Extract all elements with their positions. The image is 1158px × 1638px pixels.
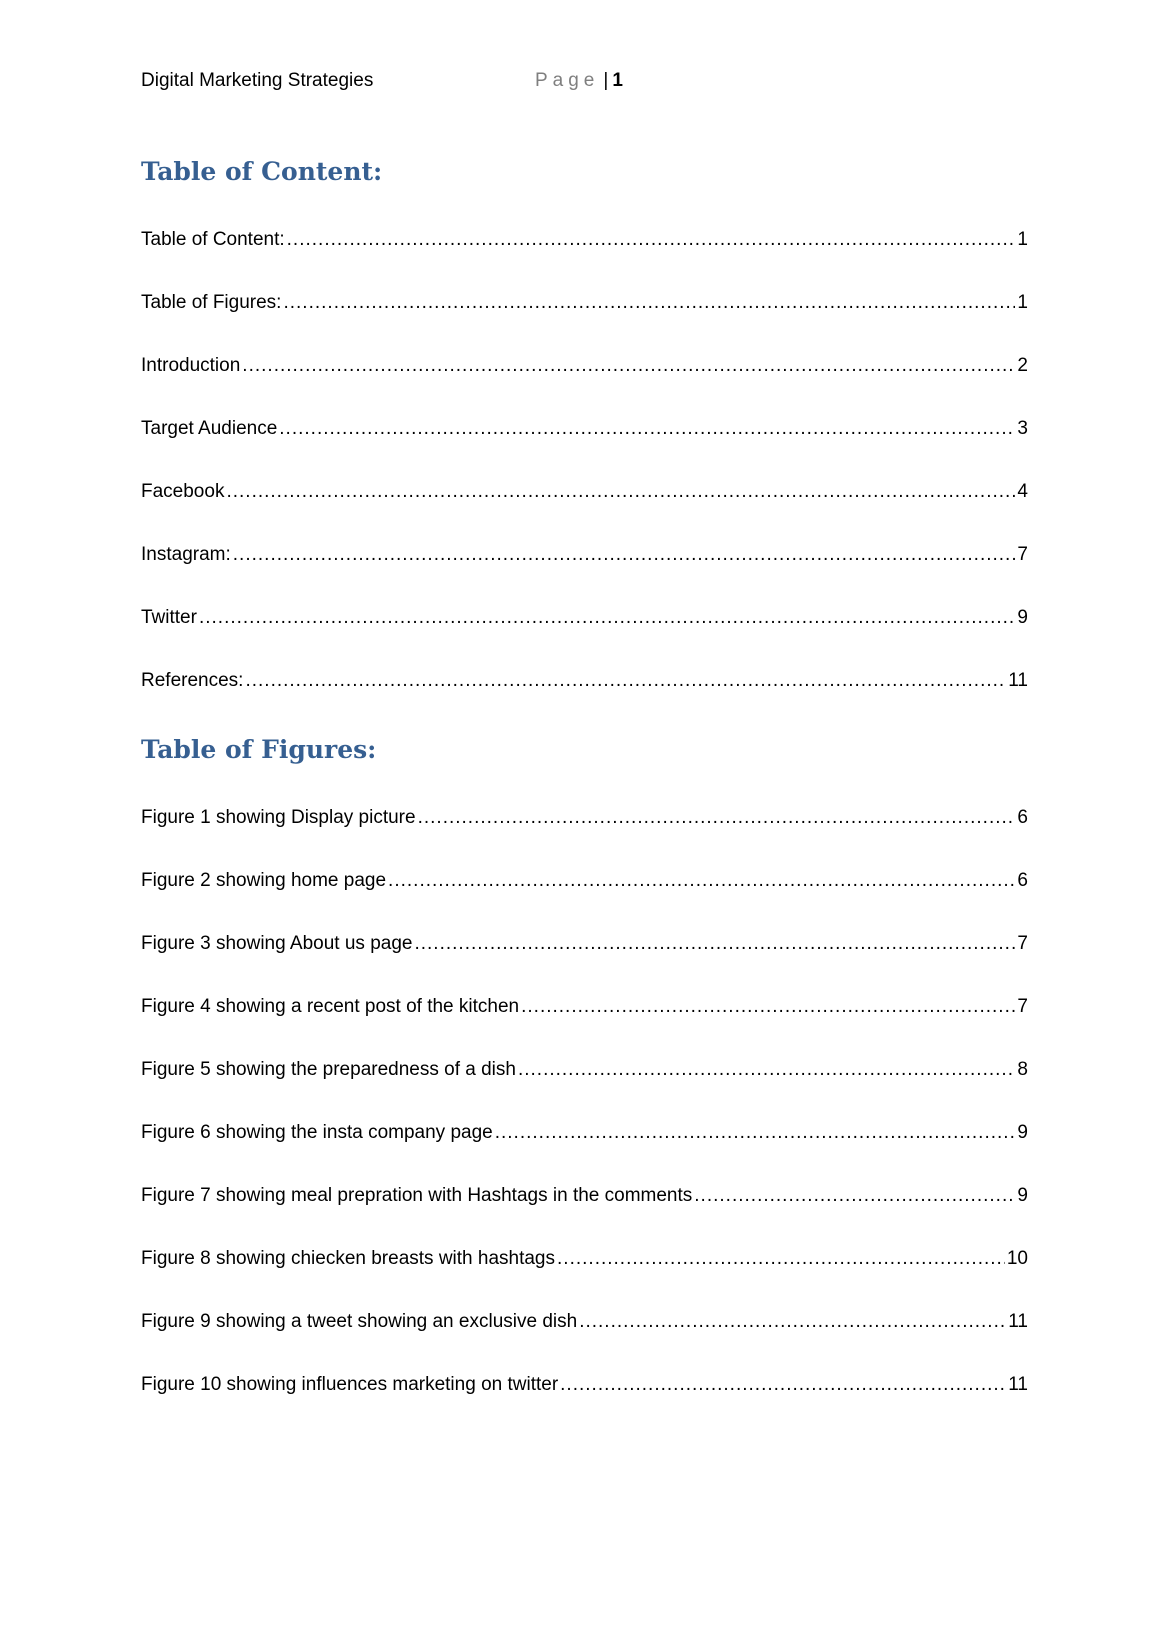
toc-leader (560, 1370, 1006, 1400)
toc-entry-page: 11 (1008, 670, 1028, 691)
tof-entry[interactable] (141, 866, 1028, 896)
toc-leader (242, 351, 1015, 381)
toc-leader (233, 540, 1016, 570)
tof-entry-text: Figure 10 showing influences marketing on twitter (141, 1374, 559, 1395)
tof-entry[interactable] (141, 1307, 1028, 1337)
toc-leader (521, 992, 1015, 1022)
toc-leader (579, 1307, 1006, 1337)
tof-entry-text: Figure 2 showing home page (141, 870, 387, 891)
tof-entry-page: 9 (1017, 1122, 1028, 1143)
toc-leader (495, 1118, 1016, 1148)
tof-entry-page: 6 (1017, 807, 1028, 828)
tof-entry-page: 7 (1017, 996, 1028, 1017)
toc-entry-text: Twitter (141, 607, 197, 628)
tof-entry-page: 9 (1017, 1185, 1028, 1206)
toc-entry-text: Target Audience (141, 418, 278, 439)
tof-entry-page: 11 (1008, 1311, 1028, 1332)
toc-leader (283, 288, 1015, 318)
toc-entry-page: 1 (1017, 292, 1028, 313)
header-title: Digital Marketing Strategies (141, 70, 374, 91)
tof-entry[interactable] (141, 1370, 1028, 1400)
toc-entry-text: Facebook (141, 481, 225, 502)
toc-leader (388, 866, 1015, 896)
tof-entry[interactable] (141, 929, 1028, 959)
toc-entry[interactable] (141, 540, 1028, 570)
page-label: Page (535, 70, 600, 91)
toc-entry-page: 7 (1017, 544, 1028, 565)
tof-entry-text: Figure 8 showing chiecken breasts with hashtags (141, 1248, 556, 1269)
page-number: 1 (612, 70, 623, 91)
toc-heading: Table of Content: (141, 157, 383, 186)
tof-entry[interactable] (141, 803, 1028, 833)
tof-entry-page: 7 (1017, 933, 1028, 954)
tof-entry-page: 6 (1017, 870, 1028, 891)
tof-entry-text: Figure 5 showing the preparedness of a dish (141, 1059, 516, 1080)
toc-leader (287, 225, 1016, 255)
toc-leader (518, 1055, 1015, 1085)
tof-entry-text: Figure 7 showing meal prepration with Hashtags in the comments (141, 1185, 693, 1206)
toc-entry[interactable] (141, 477, 1028, 507)
tof-entry[interactable] (141, 1055, 1028, 1085)
toc-leader (245, 666, 1006, 696)
toc-leader (199, 603, 1015, 633)
toc-entry-text: Table of Figures: (141, 292, 282, 313)
toc-leader (418, 803, 1016, 833)
toc-entry[interactable] (141, 225, 1028, 255)
toc-leader (226, 477, 1015, 507)
page-header (141, 70, 1041, 100)
tof-entry[interactable] (141, 992, 1028, 1022)
toc-entry-page: 1 (1017, 229, 1028, 250)
tof-entry[interactable] (141, 1118, 1028, 1148)
tof-entry-text: Figure 6 showing the insta company page (141, 1122, 493, 1143)
tof-entry-text: Figure 9 showing a tweet showing an exclusive dish (141, 1311, 578, 1332)
tof-entry-page: 11 (1008, 1374, 1028, 1395)
toc-entry[interactable] (141, 666, 1028, 696)
tof-entry-page: 8 (1017, 1059, 1028, 1080)
tof-entry-text: Figure 1 showing Display picture (141, 807, 416, 828)
header-page-indicator (535, 70, 623, 92)
toc-entry-text: References: (141, 670, 244, 691)
toc-leader (557, 1244, 1005, 1274)
toc-entry[interactable] (141, 603, 1028, 633)
page-separator: | (603, 70, 609, 91)
toc-entry[interactable] (141, 351, 1028, 381)
tof-heading: Table of Figures: (141, 735, 377, 764)
toc-entry-text: Introduction (141, 355, 241, 376)
tof-entry[interactable] (141, 1244, 1028, 1274)
toc-entry-text: Table of Content: (141, 229, 285, 250)
toc-entry-page: 2 (1017, 355, 1028, 376)
toc-leader (279, 414, 1015, 444)
tof-entry-text: Figure 4 showing a recent post of the kitchen (141, 996, 520, 1017)
toc-entry[interactable] (141, 288, 1028, 318)
tof-entry-page: 10 (1006, 1248, 1028, 1269)
toc-entry[interactable] (141, 414, 1028, 444)
toc-entry-page: 9 (1017, 607, 1028, 628)
tof-entry-text: Figure 3 showing About us page (141, 933, 413, 954)
toc-entry-page: 3 (1017, 418, 1028, 439)
toc-leader (414, 929, 1015, 959)
toc-leader (694, 1181, 1015, 1211)
toc-entry-text: Instagram: (141, 544, 231, 565)
toc-entry-page: 4 (1017, 481, 1028, 502)
tof-entry[interactable] (141, 1181, 1028, 1211)
